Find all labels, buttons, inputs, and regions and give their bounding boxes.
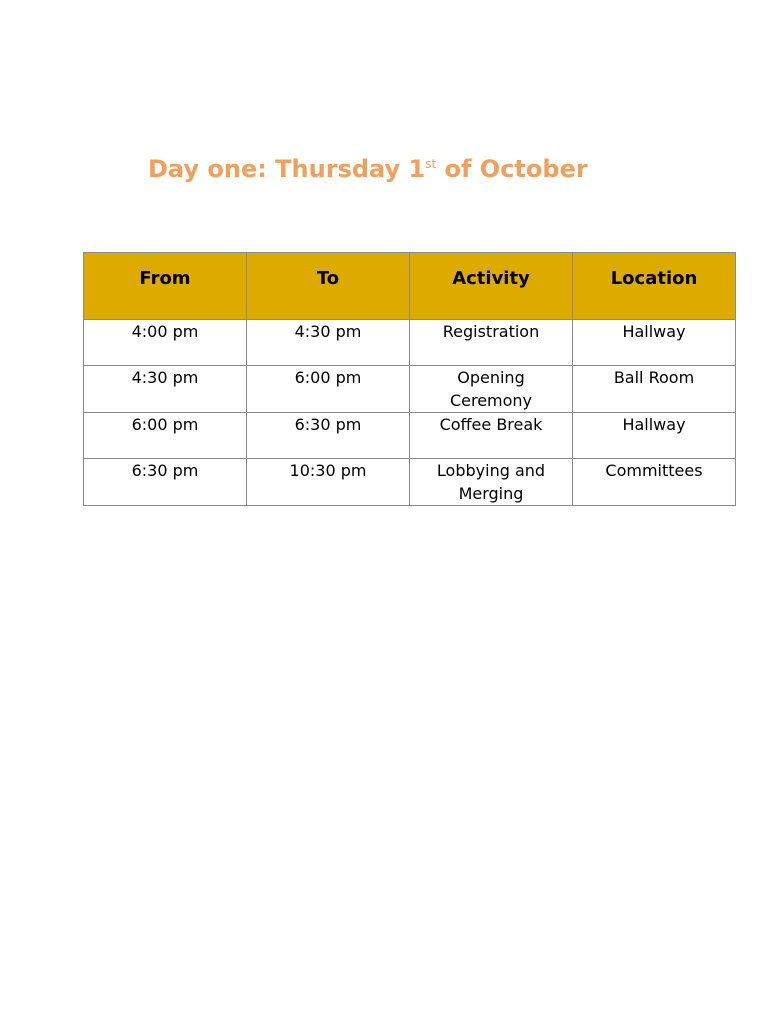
cell-activity: Coffee Break xyxy=(410,413,573,459)
cell-from: 4:00 pm xyxy=(84,320,247,366)
table-row xyxy=(84,366,736,413)
page-title xyxy=(148,155,588,183)
schedule-table xyxy=(83,252,736,506)
column-header-location: Location xyxy=(573,253,736,320)
cell-to: 10:30 pm xyxy=(247,459,410,506)
cell-to: 6:30 pm xyxy=(247,413,410,459)
cell-location: Committees xyxy=(573,459,736,506)
table-row xyxy=(84,413,736,459)
cell-activity: Registration xyxy=(410,320,573,366)
title-prefix: Day one: Thursday 1 xyxy=(148,155,426,183)
column-header-activity: Activity xyxy=(410,253,573,320)
column-header-to: To xyxy=(247,253,410,320)
cell-activity: Lobbying and Merging xyxy=(410,459,573,506)
cell-location: Ball Room xyxy=(573,366,736,413)
cell-from: 4:30 pm xyxy=(84,366,247,413)
table-row xyxy=(84,320,736,366)
table-header-row xyxy=(84,253,736,320)
cell-to: 4:30 pm xyxy=(247,320,410,366)
cell-activity: Opening Ceremony xyxy=(410,366,573,413)
cell-from: 6:00 pm xyxy=(84,413,247,459)
cell-from: 6:30 pm xyxy=(84,459,247,506)
cell-location: Hallway xyxy=(573,320,736,366)
title-suffix: of October xyxy=(436,155,588,183)
title-superscript: st xyxy=(425,157,437,171)
cell-to: 6:00 pm xyxy=(247,366,410,413)
column-header-from: From xyxy=(84,253,247,320)
cell-location: Hallway xyxy=(573,413,736,459)
table-row xyxy=(84,459,736,506)
